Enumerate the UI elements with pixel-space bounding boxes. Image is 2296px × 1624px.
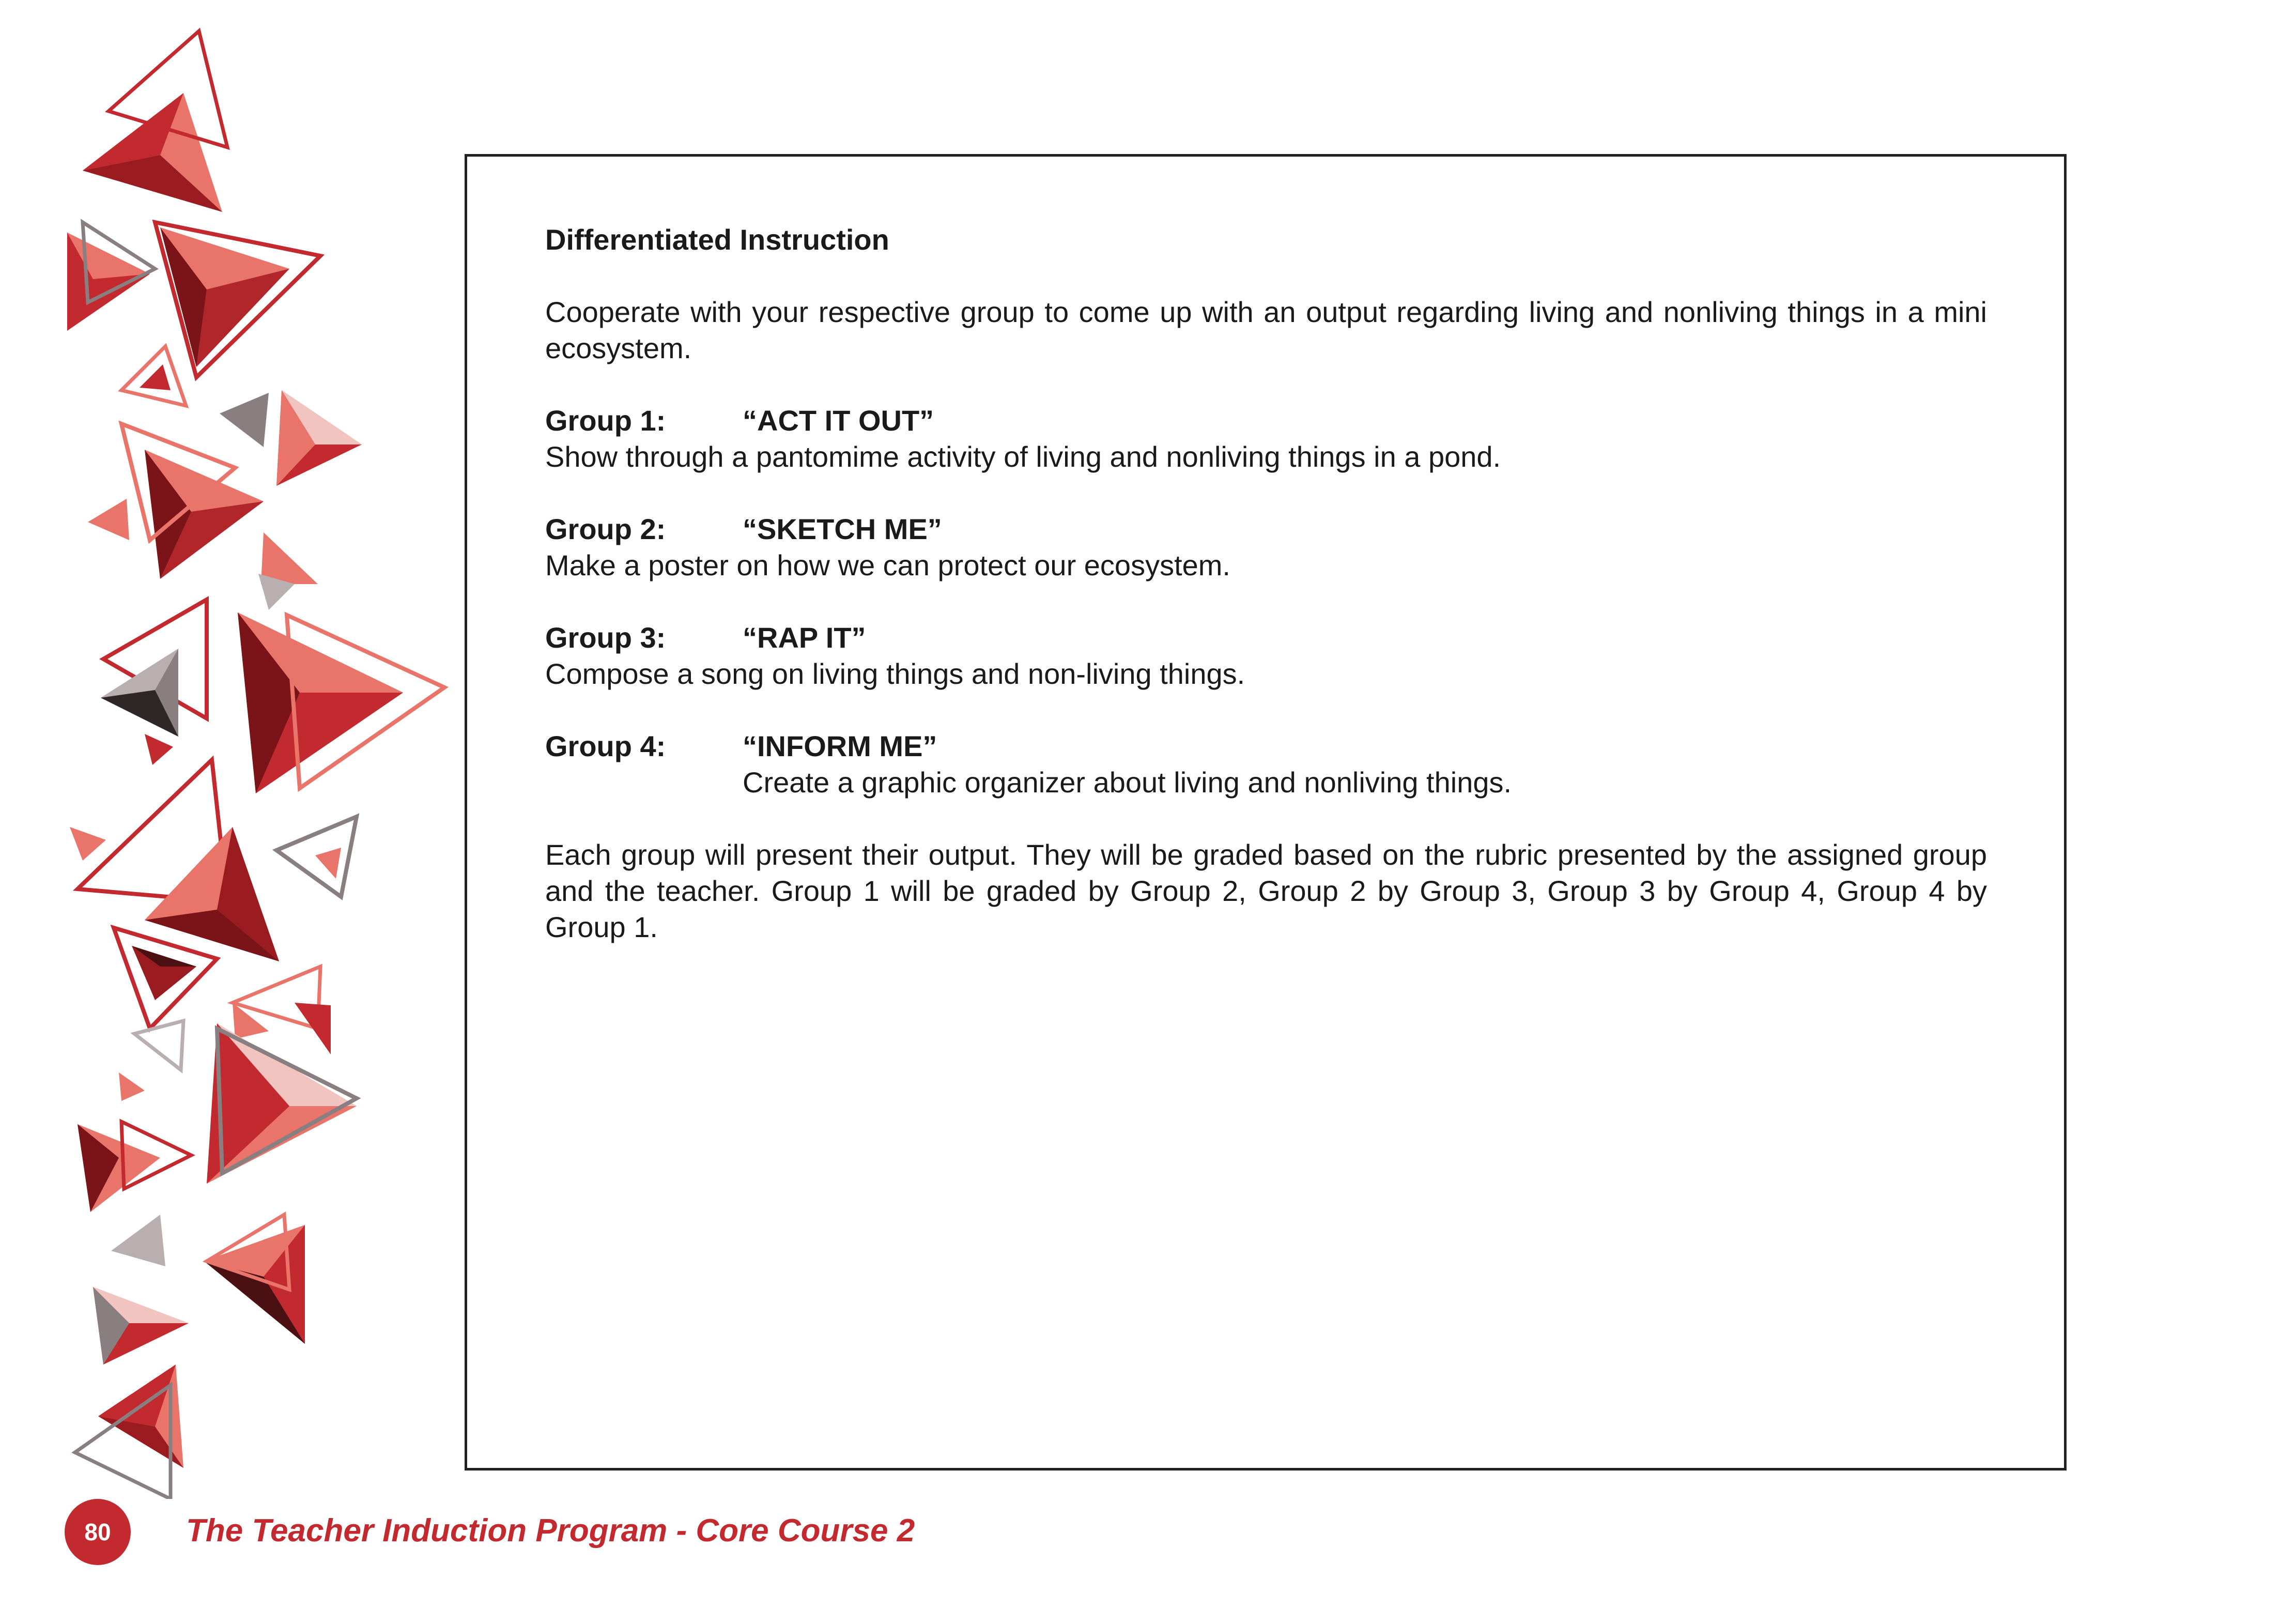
group-1-title: “ACT IT OUT”	[743, 404, 934, 437]
page-footer	[0, 1499, 2296, 1571]
closing-paragraph: Each group will present their output. They will be graded based on the rubric presented by the assigned group and the teacher. Group 1 will be graded by Group 2, Group 2 by Group 3, Group 3 by Group 4, Group 4 by Group 1.	[545, 838, 1987, 943]
group-2-title: “SKETCH ME”	[743, 513, 942, 545]
group-2-label: Group 2:	[545, 513, 666, 545]
group-3-task: Compose a song on living things and non-living things.	[545, 657, 1245, 690]
group-4	[545, 728, 1987, 801]
group-4-label: Group 4:	[545, 730, 666, 762]
group-3-title: “RAP IT”	[743, 621, 866, 654]
group-4-task: Create a graphic organizer about living and nonliving things.	[743, 766, 1512, 799]
group-1-task: Show through a pantomime activity of living and nonliving things in a pond.	[545, 440, 1501, 473]
footer-title: The Teacher Induction Program - Core Course 2	[186, 1513, 915, 1549]
section-heading: Differentiated Instruction	[545, 223, 889, 256]
group-3	[545, 620, 1987, 692]
activity-box	[465, 154, 2067, 1470]
group-3-label: Group 3:	[545, 621, 666, 654]
decorative-triangles	[0, 0, 465, 1499]
group-1-label: Group 1:	[545, 404, 666, 437]
page-number-badge: 80	[65, 1499, 131, 1565]
activity-content	[545, 222, 1987, 945]
group-2-task: Make a poster on how we can protect our ecosystem.	[545, 549, 1230, 581]
intro-paragraph: Cooperate with your respective group to come up with an output regarding living and nonliving things in a mini ecosystem.	[545, 296, 1987, 364]
group-2	[545, 511, 1987, 584]
group-4-title: “INFORM ME”	[743, 730, 937, 762]
group-1	[545, 403, 1987, 475]
